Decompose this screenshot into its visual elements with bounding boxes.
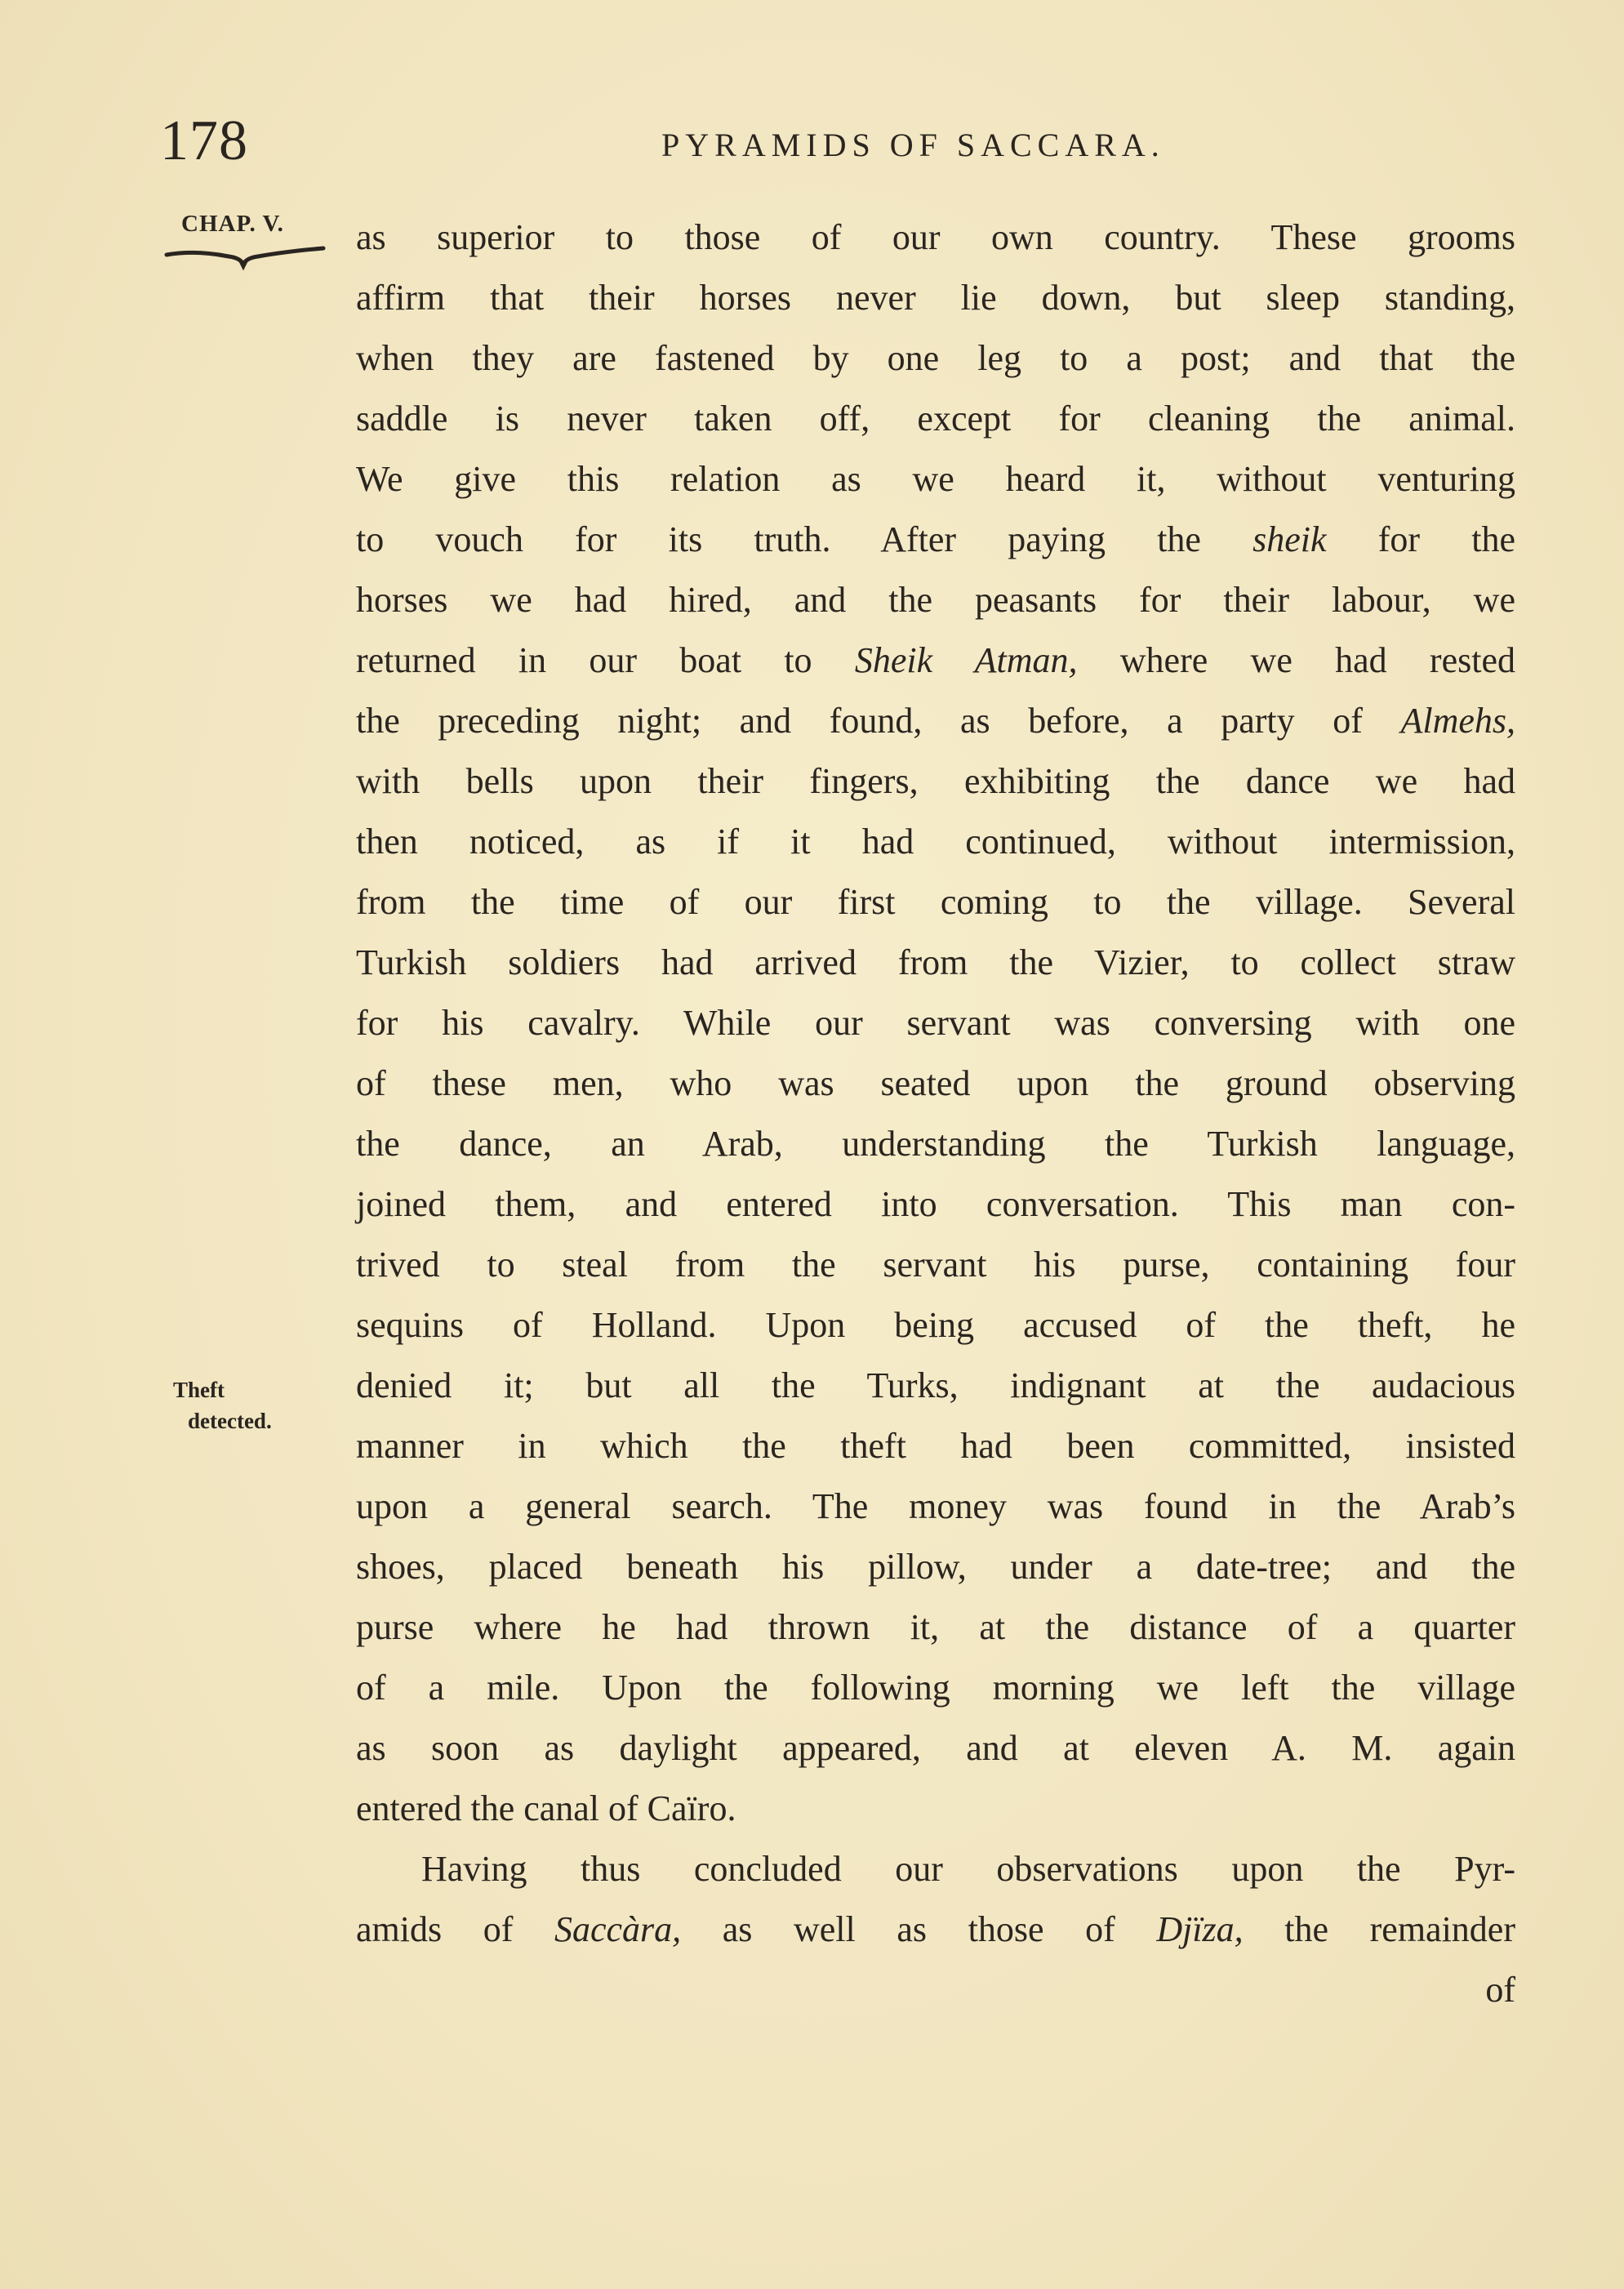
text-line — [356, 1053, 1515, 1114]
text-segment: affirm that their horses never lie down, but sleep standing, — [356, 278, 1515, 318]
text-line — [356, 1658, 1515, 1718]
margin-note-line: detected. — [188, 1409, 272, 1433]
text-line — [356, 1174, 1515, 1235]
text-line — [356, 510, 1515, 570]
italic-text: Almehs, — [1400, 701, 1515, 741]
text-line — [356, 1416, 1515, 1476]
text-segment: shoes, placed beneath his pillow, under a date-tree; and the — [356, 1547, 1515, 1587]
text-segment: returned in our boat to — [356, 640, 855, 680]
body-text — [356, 207, 1515, 2020]
text-line — [356, 1295, 1515, 1356]
text-segment: as well as those of — [681, 1909, 1157, 1949]
text-segment: joined them, and entered into conversation. This man con- — [356, 1184, 1515, 1224]
text-segment: as soon as daylight appeared, and at eleven A. M. again — [356, 1728, 1515, 1768]
text-line — [356, 933, 1515, 993]
italic-text: Saccàra, — [554, 1909, 682, 1949]
text-line — [356, 449, 1515, 510]
page-number: 178 — [160, 109, 248, 172]
text-line — [356, 993, 1515, 1053]
text-line — [356, 1597, 1515, 1658]
text-line — [356, 1114, 1515, 1174]
text-line — [356, 1960, 1515, 2020]
chapter-marker: CHAP. V. — [181, 211, 284, 237]
text-line — [356, 812, 1515, 872]
text-segment: amids of — [356, 1909, 554, 1949]
text-line — [356, 1718, 1515, 1779]
text-line — [356, 751, 1515, 812]
text-line — [356, 872, 1515, 933]
italic-text: sheik — [1252, 519, 1327, 559]
text-segment: for the — [1326, 519, 1515, 559]
text-line — [356, 1356, 1515, 1416]
text-line — [356, 1235, 1515, 1295]
text-line — [356, 1476, 1515, 1537]
text-segment: the dance, an Arab, understanding the Turkish language, — [356, 1124, 1515, 1164]
running-title: PYRAMIDS OF SACCARA. — [661, 127, 1165, 163]
italic-text: Djïza, — [1156, 1909, 1244, 1949]
flourish-ornament — [163, 243, 327, 271]
text-line — [356, 691, 1515, 751]
text-segment: upon a general search. The money was found in the Arab’s — [356, 1486, 1515, 1526]
text-segment: manner in which the theft had been committed, insisted — [356, 1426, 1515, 1466]
text-line — [356, 389, 1515, 449]
text-line — [356, 268, 1515, 328]
text-segment: as superior to those of our own country. These grooms — [356, 217, 1515, 257]
text-segment: of a mile. Upon the following morning we left the village — [356, 1668, 1515, 1708]
text-segment: the preceding night; and found, as before, a party of — [356, 701, 1401, 741]
text-line — [356, 630, 1515, 691]
text-segment: of — [1485, 1970, 1515, 2010]
text-segment: Turkish soldiers had arrived from the Vizier, to collect straw — [356, 942, 1515, 982]
text-segment: for his cavalry. While our servant was conversing with one — [356, 1003, 1515, 1043]
text-line — [356, 1779, 1515, 1839]
text-segment: when they are fastened by one leg to a post; and that the — [356, 338, 1515, 378]
text-segment: to vouch for its truth. After paying the — [356, 519, 1253, 559]
text-segment: trived to steal from the servant his purse, containing four — [356, 1245, 1515, 1285]
text-segment: horses we had hired, and the peasants for their labour, we — [356, 580, 1515, 620]
text-segment: sequins of Holland. Upon being accused of the theft, he — [356, 1305, 1515, 1345]
text-line — [356, 207, 1515, 268]
italic-text: Sheik Atman, — [854, 640, 1078, 680]
text-segment: saddle is never taken off, except for cleaning the animal. — [356, 399, 1515, 439]
margin-note-line: Theft — [173, 1378, 225, 1402]
text-segment: denied it; but all the Turks, indignant at the audacious — [356, 1365, 1515, 1405]
text-segment: of these men, who was seated upon the ground observing — [356, 1063, 1515, 1103]
text-segment: where we had rested — [1077, 640, 1515, 680]
text-line — [356, 1839, 1515, 1899]
text-segment: from the time of our first coming to the village. Several — [356, 882, 1515, 922]
text-line — [356, 1899, 1515, 1960]
margin-note — [173, 1374, 272, 1436]
text-segment: the remainder — [1243, 1909, 1515, 1949]
text-segment: Having thus concluded our observations upon the Pyr- — [421, 1849, 1515, 1889]
text-line — [356, 328, 1515, 389]
text-line — [356, 1537, 1515, 1597]
text-segment: then noticed, as if it had continued, without intermission, — [356, 822, 1515, 862]
text-segment: We give this relation as we heard it, without venturing — [356, 459, 1515, 499]
text-segment: entered the canal of Caïro. — [356, 1788, 736, 1828]
text-segment: with bells upon their fingers, exhibiting the dance we had — [356, 761, 1515, 801]
text-line — [356, 570, 1515, 630]
text-segment: purse where he had thrown it, at the distance of a quarter — [356, 1607, 1515, 1647]
